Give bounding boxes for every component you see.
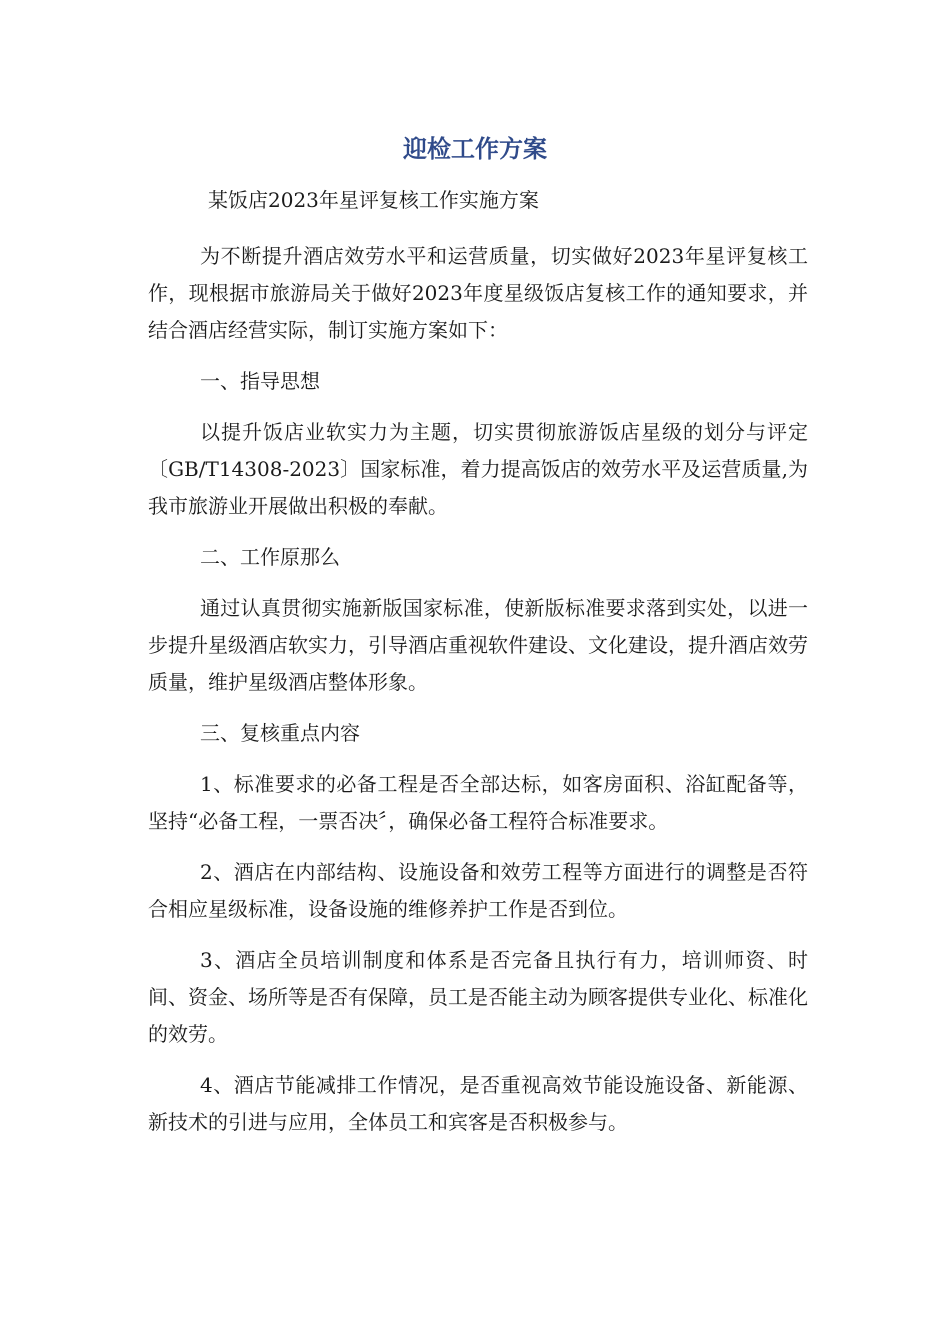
document-body [148, 238, 808, 1155]
work-principles-paragraph: 通过认真贯彻实施新版国家标准，使新版标准要求落到实处，以进一步提升星级酒店软实力，引导酒店重视软件建设、文化建设，提升酒店效劳质量，维护星级酒店整体形象。 [148, 596, 808, 694]
section-heading-review-focus: 三、复核重点内容 [200, 721, 360, 745]
document-subtitle: 某饭店2023年星评复核工作实施方案 [208, 188, 539, 212]
review-item-4: 4、酒店节能减排工作情况，是否重视高效节能设施设备、新能源、新技术的引进与应用，全体员工和宾客是否积极参与。 [148, 1073, 808, 1134]
review-item-3: 3、酒店全员培训制度和体系是否完备且执行有力，培训师资、时间、资金、场所等是否有保障，员工是否能主动为顾客提供专业化、标准化的效劳。 [148, 948, 808, 1046]
section-heading-work-principles: 二、工作原那么 [200, 545, 340, 569]
document-title: 迎检工作方案 [403, 135, 547, 163]
review-item-2: 2、酒店在内部结构、设施设备和效劳工程等方面进行的调整是否符合相应星级标准，设备设施的维修养护工作是否到位。 [148, 860, 808, 921]
intro-paragraph: 为不断提升酒店效劳水平和运营质量，切实做好2023年星评复核工作，现根据市旅游局关于做好2023年度星级饭店复核工作的通知要求，并结合酒店经营实际，制订实施方案如下： [148, 244, 808, 342]
guiding-ideology-paragraph: 以提升饭店业软实力为主题，切实贯彻旅游饭店星级的划分与评定〔GB/T14308-2023〕国家标准，着力提高饭店的效劳水平及运营质量,为我市旅游业开展做出积极的奉献。 [148, 420, 808, 518]
section-heading-guiding-ideology: 一、指导思想 [200, 369, 320, 393]
review-item-1: 1、标准要求的必备工程是否全部达标，如客房面积、浴缸配备等，坚持“必备工程，一票否决〞，确保必备工程符合标准要求。 [148, 772, 808, 833]
